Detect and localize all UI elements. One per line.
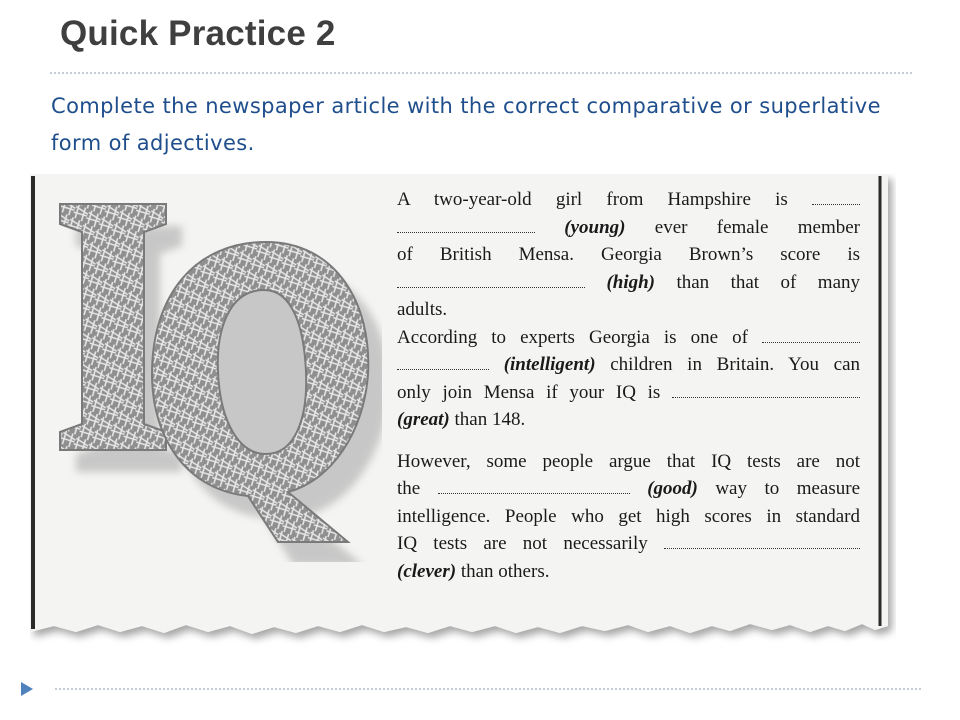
article-line: than 148.: [454, 409, 526, 430]
answer-blank[interactable]: [664, 533, 860, 549]
triangle-bullet-icon: [20, 681, 34, 697]
instruction-text: Complete the newspaper article with the correct comparative or superlative form of adjectives.: [51, 94, 881, 155]
article-paragraph-1: [397, 186, 860, 434]
article-line: only join Mensa if your IQ is: [397, 381, 661, 403]
article-line: intelligence. People who get high scores in standard: [397, 505, 860, 527]
article-line: of British Mensa. Georgia Brown’s score is: [397, 244, 860, 265]
answer-blank[interactable]: [672, 382, 860, 398]
hint-good: (good): [647, 478, 698, 499]
answer-blank[interactable]: [762, 327, 860, 343]
article-line: than that of many: [676, 271, 860, 293]
article-line: IQ tests are not necessarily: [397, 533, 648, 554]
article-line: According to experts Georgia is one of: [397, 326, 748, 348]
hint-clever: (clever): [397, 560, 457, 582]
article-line: way to measure: [715, 478, 861, 499]
hint-high: (high): [606, 271, 656, 293]
answer-blank[interactable]: [397, 217, 535, 233]
title-divider: [50, 72, 912, 74]
newspaper-clipping: [30, 174, 896, 662]
article-line: adults.: [397, 299, 448, 320]
hint-intelligent: (intelligent): [503, 354, 596, 375]
answer-blank[interactable]: [397, 354, 489, 370]
slide-title: Quick Practice 2: [60, 14, 336, 53]
article-line: However, some people argue that IQ tests are not: [397, 450, 860, 472]
hint-young: (young): [564, 216, 626, 238]
article-paragraph-2: [397, 448, 860, 586]
article-line: children in Britain. You can: [610, 354, 861, 375]
article-text: [397, 186, 860, 585]
article-line: than others.: [460, 560, 550, 582]
article-line: the: [397, 478, 421, 499]
hint-great: (great): [397, 409, 450, 430]
iq-logo-art: [52, 192, 382, 562]
article-line: ever female member: [654, 216, 860, 238]
footer-divider: [55, 688, 921, 690]
answer-blank[interactable]: [812, 189, 860, 205]
answer-blank[interactable]: [438, 478, 630, 494]
article-line: A two-year-old girl from Hampshire is: [397, 189, 788, 210]
logo-text: IQ: [52, 192, 54, 193]
answer-blank[interactable]: [397, 272, 585, 288]
